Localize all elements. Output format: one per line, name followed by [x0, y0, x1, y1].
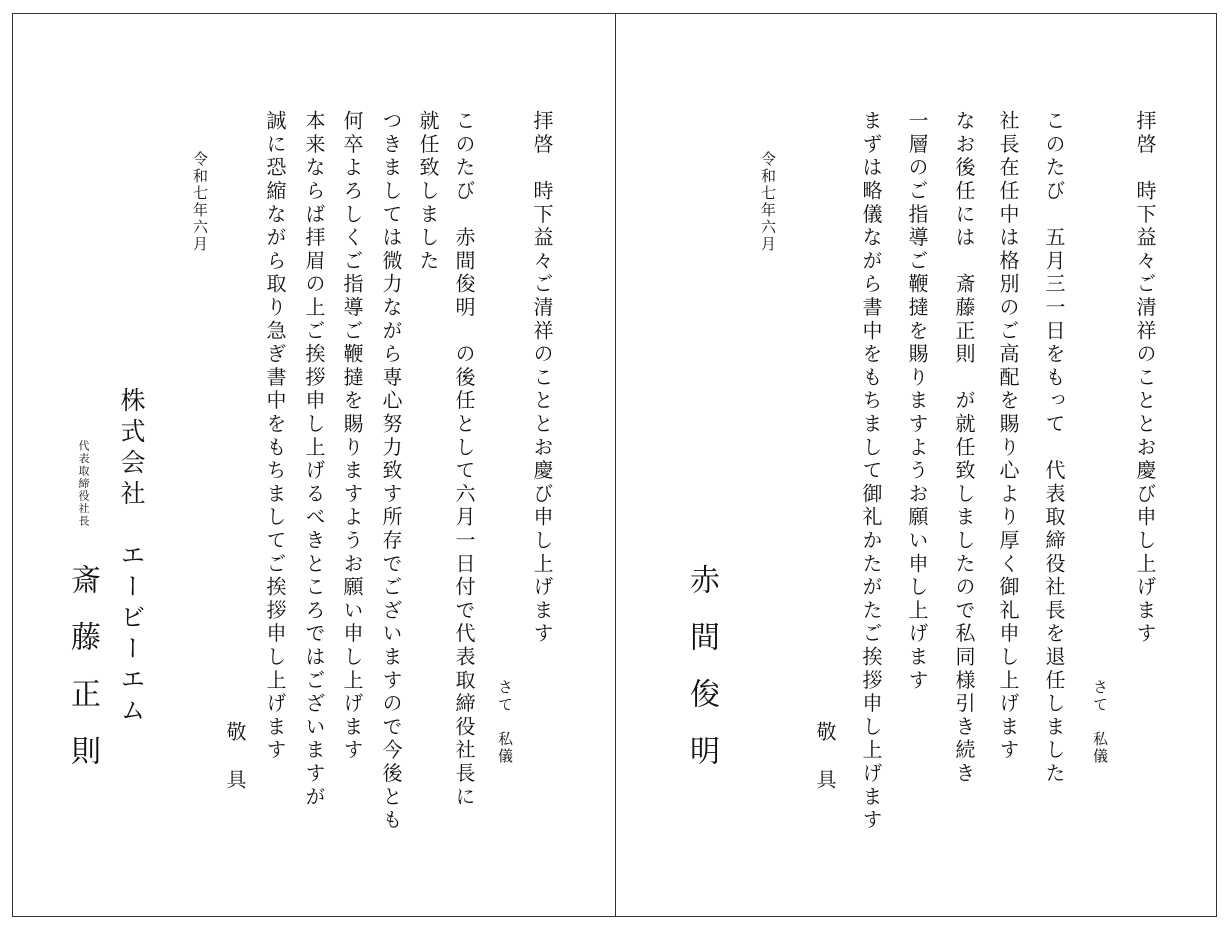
right-body-line-5: まずは略儀ながら書中をもちまして御礼かたがたご挨拶申し上げます [859, 110, 883, 833]
left-date: 令和七年六月 [191, 151, 209, 253]
right-body-line-1: このたび 五月三一日をもって 代表取締役社長を退任しました [1042, 110, 1066, 786]
left-company-name: 株式会社 エービーエム [117, 387, 146, 728]
right-opening-line: 拝啓 時下益々ご清祥のこととお慶び申し上げます [1133, 110, 1157, 646]
right-body-line-2: 社長在任中は格別のご高配を賜り心より厚く御礼申し上げます [996, 110, 1020, 763]
right-body-line-4: 一層のご指導ご鞭撻を賜りますようお願い申し上げます [905, 110, 929, 693]
right-signer-name: 赤間俊明 [684, 564, 719, 792]
left-opening-line: 拝啓 時下益々ご清祥のこととお慶び申し上げます [530, 110, 554, 646]
left-body-line-2: 就任致しました [416, 110, 440, 274]
left-closing: 敬具 [223, 721, 247, 817]
left-body-line-3: つきましては微力ながら専心努力致す所存でございますので今後とも [379, 110, 403, 833]
left-body-line-1: このたび 赤間俊明 の後任として六月一日付で代表取締役社長に [452, 110, 476, 809]
right-body-line-3: なお後任には 斎藤正則 が就任致しましたので私同様引き続き [952, 110, 976, 786]
right-date: 令和七年六月 [759, 151, 777, 253]
left-preface: さて 私儀 [496, 679, 514, 765]
left-body-line-5: 本来ならば拝眉の上ご挨拶申し上げるべきところではございますが [302, 110, 326, 809]
left-body-line-4: 何卒よろしくご指導ご鞭撻を賜りますようお願い申し上げます [340, 110, 364, 763]
left-letter-panel [13, 13, 614, 917]
left-signer-title: 代表取締役社長 [77, 440, 90, 528]
right-preface: さて 私儀 [1091, 679, 1109, 765]
right-letter-panel [616, 13, 1216, 917]
left-signer-name: 斎藤正則 [65, 564, 100, 792]
right-closing: 敬具 [813, 721, 837, 817]
left-body-line-6: 誠に恐縮ながら取り急ぎ書中をもちましてご挨拶申し上げます [263, 110, 287, 763]
